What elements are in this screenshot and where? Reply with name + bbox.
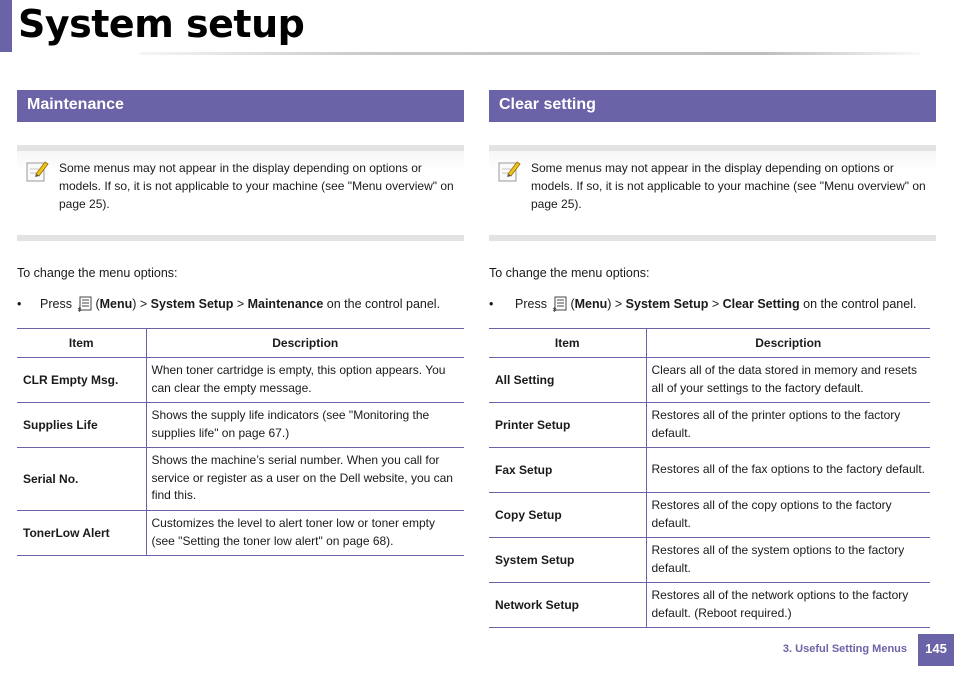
instruction-step xyxy=(17,296,464,312)
item-cell: Serial No. xyxy=(17,448,146,511)
menu-label: Menu xyxy=(574,297,608,311)
bullet-marker: • xyxy=(17,297,22,311)
column-header-item: Item xyxy=(17,329,146,358)
table-row xyxy=(17,358,464,403)
paren-open: ( xyxy=(570,297,575,311)
paren-close: ) xyxy=(132,297,137,311)
item-cell: CLR Empty Msg. xyxy=(17,358,146,403)
menu-label: Menu xyxy=(99,297,133,311)
description-cell: Restores all of the copy options to the factory default. xyxy=(646,493,930,538)
note-pencil-icon xyxy=(497,159,521,183)
path-separator: > xyxy=(136,297,151,311)
table-row xyxy=(17,511,464,556)
note-box xyxy=(17,145,464,241)
title-divider xyxy=(140,52,920,55)
description-cell: Customizes the level to alert toner low or toner empty (see "Setting the toner low alert" on page 68). xyxy=(146,511,464,556)
item-cell: Printer Setup xyxy=(489,403,646,448)
intro-text: To change the menu options: xyxy=(17,266,178,280)
table-row xyxy=(489,448,930,493)
menu-icon xyxy=(552,296,568,312)
path-maintenance: Maintenance xyxy=(247,297,324,311)
instruction-suffix: on the control panel. xyxy=(799,297,917,311)
item-cell: TonerLow Alert xyxy=(17,511,146,556)
table-row xyxy=(489,583,930,628)
press-text: Press xyxy=(40,297,72,311)
page-number: 145 xyxy=(918,634,954,666)
description-cell: Shows the supply life indicators (see "Monitoring the supplies life" on page 67.) xyxy=(146,403,464,448)
item-cell: System Setup xyxy=(489,538,646,583)
description-cell: Restores all of the system options to the factory default. xyxy=(646,538,930,583)
description-cell: Restores all of the fax options to the factory default. xyxy=(646,448,930,493)
table-row xyxy=(489,493,930,538)
section-heading-clear-setting: Clear setting xyxy=(489,90,936,122)
description-cell: Shows the machine’s serial number. When you call for service or register as a user on the Dell website, you can find this. xyxy=(146,448,464,511)
description-cell: When toner cartridge is empty, this option appears. You can clear the empty message. xyxy=(146,358,464,403)
item-cell: Fax Setup xyxy=(489,448,646,493)
intro-text: To change the menu options: xyxy=(489,266,650,280)
clear-setting-table xyxy=(489,328,930,628)
press-text: Press xyxy=(515,297,547,311)
path-system-setup: System Setup xyxy=(150,297,234,311)
section-heading-maintenance: Maintenance xyxy=(17,90,464,122)
note-text: Some menus may not appear in the display depending on options or models. If so, it is not applicable to your machine (see "Menu overview" on page 25). xyxy=(531,161,926,211)
page-title: System setup xyxy=(18,2,305,46)
title-accent-bar xyxy=(0,0,12,52)
description-cell: Restores all of the network options to the factory default. (Reboot required.) xyxy=(646,583,930,628)
note-pencil-icon xyxy=(25,159,49,183)
table-row xyxy=(17,448,464,511)
table-row xyxy=(489,358,930,403)
column-header-item: Item xyxy=(489,329,646,358)
column-header-description: Description xyxy=(146,329,464,358)
clear-setting-column xyxy=(489,90,936,628)
path-separator: > xyxy=(708,297,723,311)
menu-icon xyxy=(77,296,93,312)
bullet-marker: • xyxy=(489,297,494,311)
note-box xyxy=(489,145,936,241)
description-cell: Restores all of the printer options to the factory default. xyxy=(646,403,930,448)
column-header-description: Description xyxy=(646,329,930,358)
item-cell: Supplies Life xyxy=(17,403,146,448)
instruction-suffix: on the control panel. xyxy=(323,297,441,311)
table-header-row xyxy=(17,329,464,358)
table-row xyxy=(17,403,464,448)
table-row xyxy=(489,538,930,583)
table-header-row xyxy=(489,329,930,358)
path-separator: > xyxy=(233,297,248,311)
maintenance-table xyxy=(17,328,464,556)
maintenance-column xyxy=(17,90,464,556)
path-separator: > xyxy=(611,297,626,311)
item-cell: Network Setup xyxy=(489,583,646,628)
item-cell: All Setting xyxy=(489,358,646,403)
note-text: Some menus may not appear in the display depending on options or models. If so, it is not applicable to your machine (see "Menu overview" on page 25). xyxy=(59,161,454,211)
instruction-step xyxy=(489,296,936,312)
paren-close: ) xyxy=(607,297,612,311)
description-cell: Clears all of the data stored in memory and resets all of your settings to the factory default. xyxy=(646,358,930,403)
item-cell: Copy Setup xyxy=(489,493,646,538)
path-clear-setting: Clear Setting xyxy=(722,297,800,311)
footer-chapter: 3. Useful Setting Menus xyxy=(782,643,907,655)
paren-open: ( xyxy=(95,297,100,311)
path-system-setup: System Setup xyxy=(625,297,709,311)
table-row xyxy=(489,403,930,448)
